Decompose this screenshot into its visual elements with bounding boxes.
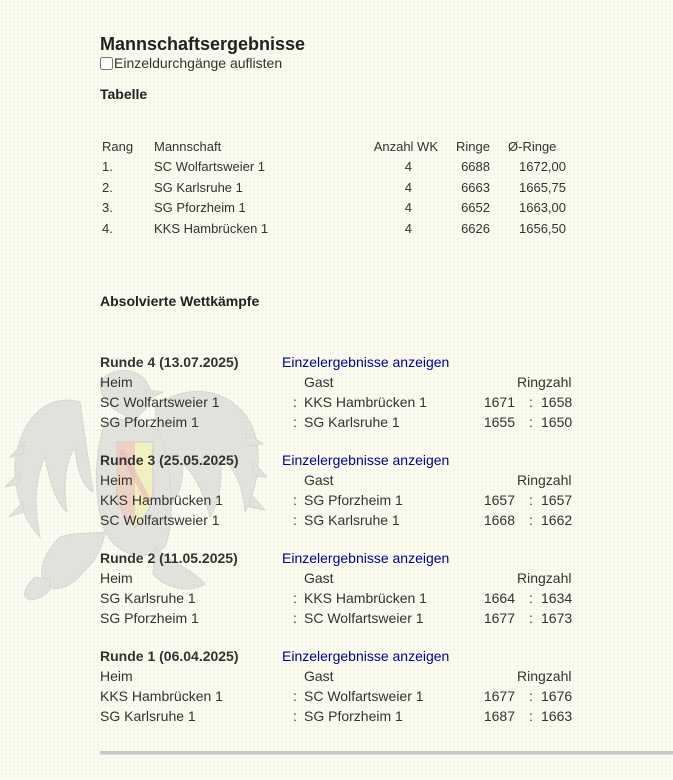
rang-cell: 4. [102, 220, 113, 236]
col-gast: Gast [304, 472, 334, 488]
show-individual-results-link[interactable]: Einzelergebnisse anzeigen [282, 648, 450, 664]
match-row [100, 708, 590, 728]
wk-cell: 4 [404, 179, 412, 195]
vs-separator: : [293, 512, 297, 528]
match-row [100, 610, 590, 630]
round-title: Runde 2 (11.05.2025) [100, 550, 238, 566]
round-block [100, 648, 590, 738]
guest-team: KKS Hambrücken 1 [304, 394, 427, 410]
table-heading: Tabelle [100, 86, 148, 102]
list-individual-runs-checkbox[interactable] [100, 57, 113, 70]
round-title: Runde 4 (13.07.2025) [100, 354, 239, 370]
home-team: SC Wolfartsweier 1 [100, 394, 220, 410]
ringe-cell: 6663 [461, 179, 490, 195]
home-team: SG Pforzheim 1 [100, 610, 199, 626]
guest-team: SG Pforzheim 1 [304, 492, 403, 508]
col-mannschaft: Mannschaft [154, 138, 222, 154]
score-separator: : [529, 492, 533, 508]
team-cell: SC Wolfartsweier 1 [154, 159, 266, 175]
home-score: 1668 [483, 512, 515, 528]
match-row [100, 414, 590, 434]
guest-score: 1663 [541, 708, 573, 724]
competitions-heading: Absolvierte Wettkämpfe [100, 293, 260, 309]
match-row [100, 512, 590, 532]
guest-team: KKS Hambrücken 1 [304, 590, 427, 606]
vs-separator: : [293, 708, 297, 724]
guest-team: SC Wolfartsweier 1 [304, 688, 424, 704]
home-score: 1664 [483, 590, 515, 606]
score-separator: : [529, 512, 533, 528]
match-row [100, 394, 590, 414]
list-individual-runs-toggle[interactable] [100, 55, 282, 71]
col-avg-ringe: Ø-Ringe [508, 138, 557, 154]
home-team: SC Wolfartsweier 1 [100, 512, 220, 528]
team-cell: SG Karlsruhe 1 [154, 179, 243, 195]
ringe-cell: 6652 [461, 200, 490, 216]
show-individual-results-link[interactable]: Einzelergebnisse anzeigen [282, 452, 450, 468]
match-row [100, 590, 590, 610]
home-score: 1687 [483, 708, 515, 724]
col-gast: Gast [304, 570, 334, 586]
vs-separator: : [293, 590, 297, 606]
round-block [100, 550, 590, 640]
wk-cell: 4 [404, 159, 412, 175]
guest-score: 1676 [541, 688, 573, 704]
footer-divider [100, 751, 673, 754]
standings-header-row [100, 136, 566, 157]
table-row [100, 218, 566, 239]
guest-team: SG Karlsruhe 1 [304, 512, 400, 528]
avg-cell: 1656,50 [519, 220, 566, 236]
guest-score: 1673 [541, 610, 573, 626]
home-team: SG Karlsruhe 1 [100, 708, 196, 724]
guest-score: 1658 [541, 394, 573, 410]
guest-team: SC Wolfartsweier 1 [304, 610, 424, 626]
round-title: Runde 1 (06.04.2025) [100, 648, 239, 664]
vs-separator: : [293, 610, 297, 626]
team-cell: KKS Hambrücken 1 [154, 220, 269, 236]
ringe-cell: 6626 [461, 220, 490, 236]
vs-separator: : [293, 414, 297, 430]
rang-cell: 1. [102, 159, 113, 175]
home-score: 1677 [483, 610, 515, 626]
col-rang: Rang [102, 138, 134, 154]
vs-separator: : [293, 492, 297, 508]
round-title: Runde 3 (25.05.2025) [100, 452, 239, 468]
page-title: Mannschaftsergebnisse [100, 34, 306, 54]
home-team: KKS Hambrücken 1 [100, 492, 223, 508]
col-ringzahl: Ringzahl [517, 472, 572, 488]
col-heim: Heim [100, 472, 133, 488]
col-heim: Heim [100, 570, 133, 586]
col-heim: Heim [100, 668, 133, 684]
show-individual-results-link[interactable]: Einzelergebnisse anzeigen [282, 550, 450, 566]
score-separator: : [529, 688, 533, 704]
rang-cell: 2. [102, 179, 113, 195]
home-team: SG Pforzheim 1 [100, 414, 199, 430]
col-gast: Gast [304, 374, 334, 390]
score-separator: : [529, 610, 533, 626]
guest-score: 1657 [541, 492, 573, 508]
match-row [100, 492, 590, 512]
wk-cell: 4 [404, 200, 412, 216]
vs-separator: : [293, 688, 297, 704]
avg-cell: 1672,00 [519, 159, 566, 175]
match-row [100, 688, 590, 708]
guest-score: 1662 [541, 512, 573, 528]
home-team: SG Karlsruhe 1 [100, 590, 196, 606]
col-gast: Gast [304, 668, 334, 684]
list-individual-runs-label: Einzeldurchgänge auflisten [114, 55, 283, 71]
standings-table [100, 136, 566, 239]
col-ringzahl: Ringzahl [517, 668, 572, 684]
home-team: KKS Hambrücken 1 [100, 688, 223, 704]
table-row [100, 198, 566, 219]
table-row [100, 177, 566, 198]
home-score: 1655 [483, 414, 515, 430]
col-anzahl-wk: Anzahl WK [373, 138, 438, 154]
team-cell: SG Pforzheim 1 [154, 200, 246, 216]
guest-team: SG Pforzheim 1 [304, 708, 403, 724]
score-separator: : [529, 394, 533, 410]
avg-cell: 1663,00 [519, 200, 566, 216]
home-score: 1657 [483, 492, 515, 508]
round-block [100, 452, 590, 542]
score-separator: : [529, 708, 533, 724]
show-individual-results-link[interactable]: Einzelergebnisse anzeigen [282, 354, 450, 370]
home-score: 1677 [483, 688, 515, 704]
table-row [100, 157, 566, 178]
vs-separator: : [293, 394, 297, 410]
ringe-cell: 6688 [461, 159, 490, 175]
col-heim: Heim [100, 374, 133, 390]
col-ringe: Ringe [456, 138, 490, 154]
avg-cell: 1665,75 [519, 179, 566, 195]
guest-team: SG Karlsruhe 1 [304, 414, 400, 430]
score-separator: : [529, 590, 533, 606]
content-area [100, 0, 673, 780]
col-ringzahl: Ringzahl [517, 570, 572, 586]
wk-cell: 4 [404, 220, 412, 236]
guest-score: 1650 [541, 414, 573, 430]
rang-cell: 3. [102, 200, 113, 216]
guest-score: 1634 [541, 590, 573, 606]
score-separator: : [529, 414, 533, 430]
home-score: 1671 [483, 394, 515, 410]
col-ringzahl: Ringzahl [517, 374, 572, 390]
round-block [100, 354, 590, 444]
